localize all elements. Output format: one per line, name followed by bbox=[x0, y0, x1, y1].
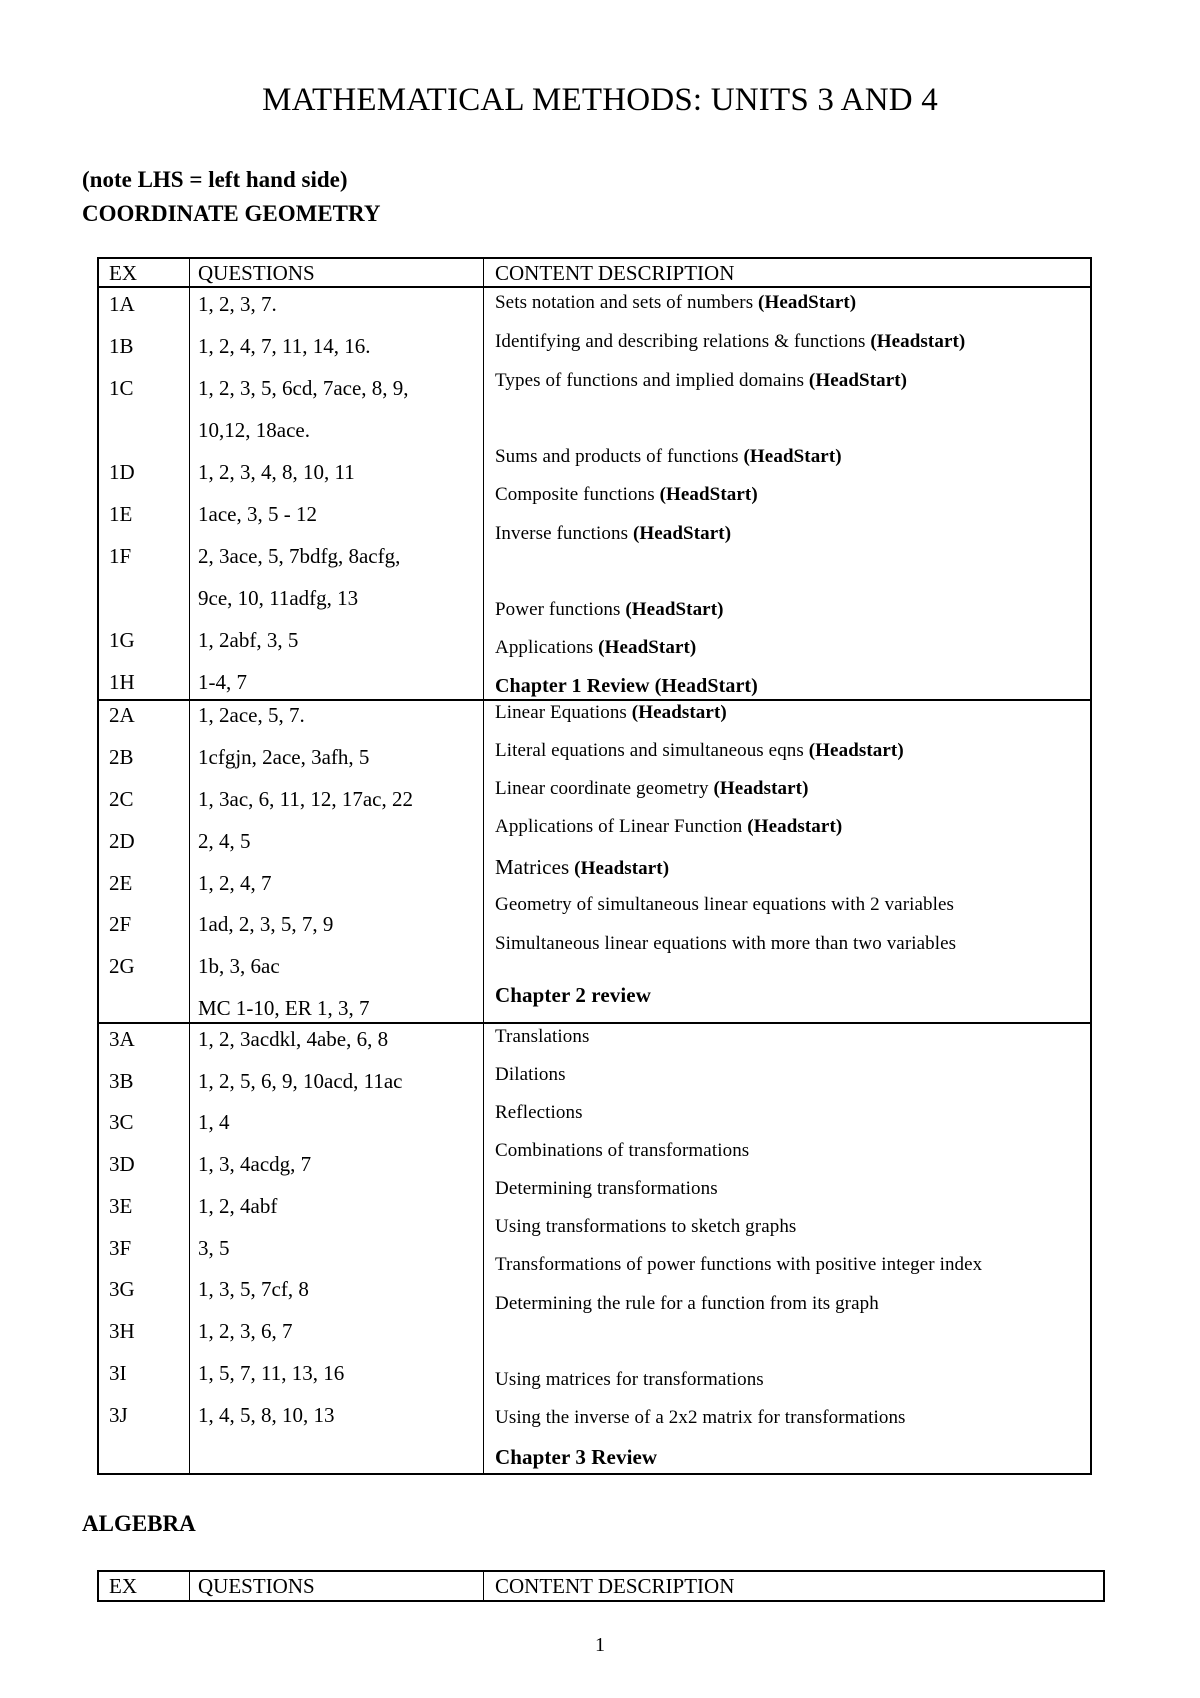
description-cell: Sums and products of functions (HeadStart) bbox=[495, 446, 842, 467]
ex-cell: 3I bbox=[109, 1361, 127, 1385]
page-title: MATHEMATICAL METHODS: UNITS 3 AND 4 bbox=[262, 82, 938, 118]
questions-cell: MC 1-10, ER 1, 3, 7 bbox=[198, 996, 370, 1020]
description-cell: Reflections bbox=[495, 1102, 583, 1123]
description-cell: Determining transformations bbox=[495, 1178, 718, 1199]
questions-cell: 1, 5, 7, 11, 13, 16 bbox=[198, 1361, 345, 1385]
questions-cell: 1, 2, 3, 6, 7 bbox=[198, 1319, 293, 1343]
questions-cell: 1ace, 3, 5 - 12 bbox=[198, 502, 317, 526]
description-cell: Using transformations to sketch graphs bbox=[495, 1216, 797, 1237]
questions-cell: 1-4, 7 bbox=[198, 670, 247, 694]
questions-cell: 1, 3, 5, 7cf, 8 bbox=[198, 1277, 309, 1301]
questions-cell: 1, 2, 4abf bbox=[198, 1194, 278, 1218]
ex-cell: 2C bbox=[109, 787, 134, 811]
description-cell: Sets notation and sets of numbers (HeadStart) bbox=[495, 292, 857, 313]
ex-cell: 1F bbox=[109, 544, 132, 568]
ex-cell: 3A bbox=[109, 1027, 135, 1051]
ex-cell: 3D bbox=[109, 1152, 135, 1176]
questions-cell: 1, 2, 5, 6, 9, 10acd, 11ac bbox=[198, 1069, 403, 1093]
description-cell: Transformations of power functions with positive integer index bbox=[495, 1254, 983, 1275]
page-number: 1 bbox=[595, 1634, 605, 1656]
ex-cell: 1B bbox=[109, 334, 134, 358]
note-text: (note LHS = left hand side) bbox=[82, 167, 348, 192]
description-cell: Using matrices for transformations bbox=[495, 1369, 764, 1390]
header-questions: QUESTIONS bbox=[198, 1574, 315, 1598]
description-cell: Using the inverse of a 2x2 matrix for transformations bbox=[495, 1407, 906, 1428]
ex-cell: 3G bbox=[109, 1277, 135, 1301]
ex-cell: 1A bbox=[109, 292, 135, 316]
questions-cell-continued: 9ce, 10, 11adfg, 13 bbox=[198, 586, 359, 610]
chapter-3-review: Chapter 3 Review bbox=[495, 1445, 658, 1469]
questions-cell: 1, 2, 3, 5, 6cd, 7ace, 8, 9, bbox=[198, 376, 409, 400]
description-cell: Linear Equations (Headstart) bbox=[495, 702, 727, 723]
ex-cell: 2B bbox=[109, 745, 134, 769]
description-cell: Applications (HeadStart) bbox=[495, 637, 697, 658]
questions-cell: 1, 2abf, 3, 5 bbox=[198, 628, 299, 652]
algebra-table bbox=[97, 1570, 1105, 1602]
ex-cell: 1E bbox=[109, 502, 133, 526]
ex-cell: 2D bbox=[109, 829, 135, 853]
description-cell: Composite functions (HeadStart) bbox=[495, 484, 758, 505]
description-cell: Simultaneous linear equations with more than two variables bbox=[495, 933, 957, 954]
questions-cell: 1, 2ace, 5, 7. bbox=[198, 703, 305, 727]
description-cell: Literal equations and simultaneous eqns (Headstart) bbox=[495, 740, 904, 761]
ex-cell: 1C bbox=[109, 376, 134, 400]
ex-cell: 1D bbox=[109, 460, 135, 484]
description-cell: Combinations of transformations bbox=[495, 1140, 750, 1161]
description-cell: Power functions (HeadStart) bbox=[495, 599, 724, 620]
section-title-coordinate-geometry: COORDINATE GEOMETRY bbox=[82, 201, 381, 226]
questions-cell: 1, 2, 3, 7. bbox=[198, 292, 277, 316]
questions-cell-continued: 10,12, 18ace. bbox=[198, 418, 310, 442]
ex-cell: 1H bbox=[109, 670, 135, 694]
ex-cell: 2F bbox=[109, 912, 132, 936]
description-cell: Geometry of simultaneous linear equations with 2 variables bbox=[495, 894, 955, 915]
questions-cell: 1b, 3, 6ac bbox=[198, 954, 280, 978]
questions-cell: 1, 2, 3, 4, 8, 10, 11 bbox=[198, 460, 355, 484]
questions-cell: 3, 5 bbox=[198, 1236, 230, 1260]
description-cell: Translations bbox=[495, 1026, 590, 1047]
ex-cell: 3E bbox=[109, 1194, 133, 1218]
chapter-1-review: Chapter 1 Review (HeadStart) bbox=[495, 675, 758, 697]
questions-cell: 1, 2, 3acdkl, 4abe, 6, 8 bbox=[198, 1027, 389, 1051]
header-questions: QUESTIONS bbox=[198, 261, 315, 285]
chapter-2-review: Chapter 2 review bbox=[495, 983, 651, 1007]
coordinate-geometry-table bbox=[97, 257, 1092, 1475]
questions-cell: 1, 2, 4, 7, 11, 14, 16. bbox=[198, 334, 371, 358]
questions-cell: 1, 3, 4acdg, 7 bbox=[198, 1152, 312, 1176]
description-cell: Matrices (Headstart) bbox=[495, 855, 670, 879]
ex-cell: 2A bbox=[109, 703, 135, 727]
ex-cell: 2G bbox=[109, 954, 135, 978]
questions-cell: 1, 4 bbox=[198, 1110, 230, 1134]
ex-cell: 2E bbox=[109, 871, 133, 895]
description-cell: Linear coordinate geometry (Headstart) bbox=[495, 778, 809, 799]
questions-cell: 2, 4, 5 bbox=[198, 829, 251, 853]
questions-cell: 1, 4, 5, 8, 10, 13 bbox=[198, 1403, 335, 1427]
questions-cell: 1cfgjn, 2ace, 3afh, 5 bbox=[198, 745, 370, 769]
questions-cell: 1, 3ac, 6, 11, 12, 17ac, 22 bbox=[198, 787, 414, 811]
description-cell: Inverse functions (HeadStart) bbox=[495, 523, 732, 544]
description-cell: Determining the rule for a function from its graph bbox=[495, 1293, 879, 1314]
header-content-description: CONTENT DESCRIPTION bbox=[495, 261, 735, 285]
header-ex: EX bbox=[109, 261, 137, 285]
ex-cell: 3C bbox=[109, 1110, 134, 1134]
header-ex: EX bbox=[109, 1574, 137, 1598]
questions-cell: 1ad, 2, 3, 5, 7, 9 bbox=[198, 912, 334, 936]
section-title-algebra: ALGEBRA bbox=[82, 1511, 196, 1536]
header-content-description: CONTENT DESCRIPTION bbox=[495, 1574, 735, 1598]
ex-cell: 3H bbox=[109, 1319, 135, 1343]
ex-cell: 3B bbox=[109, 1069, 134, 1093]
description-cell: Applications of Linear Function (Headstart) bbox=[495, 816, 843, 837]
questions-cell: 1, 2, 4, 7 bbox=[198, 871, 272, 895]
questions-cell: 2, 3ace, 5, 7bdfg, 8acfg, bbox=[198, 544, 401, 568]
ex-cell: 1G bbox=[109, 628, 135, 652]
description-cell: Dilations bbox=[495, 1064, 566, 1085]
ex-cell: 3F bbox=[109, 1236, 132, 1260]
description-cell: Identifying and describing relations & functions (Headstart) bbox=[495, 331, 966, 352]
description-cell: Types of functions and implied domains (HeadStart) bbox=[495, 370, 908, 391]
ex-cell: 3J bbox=[109, 1403, 128, 1427]
